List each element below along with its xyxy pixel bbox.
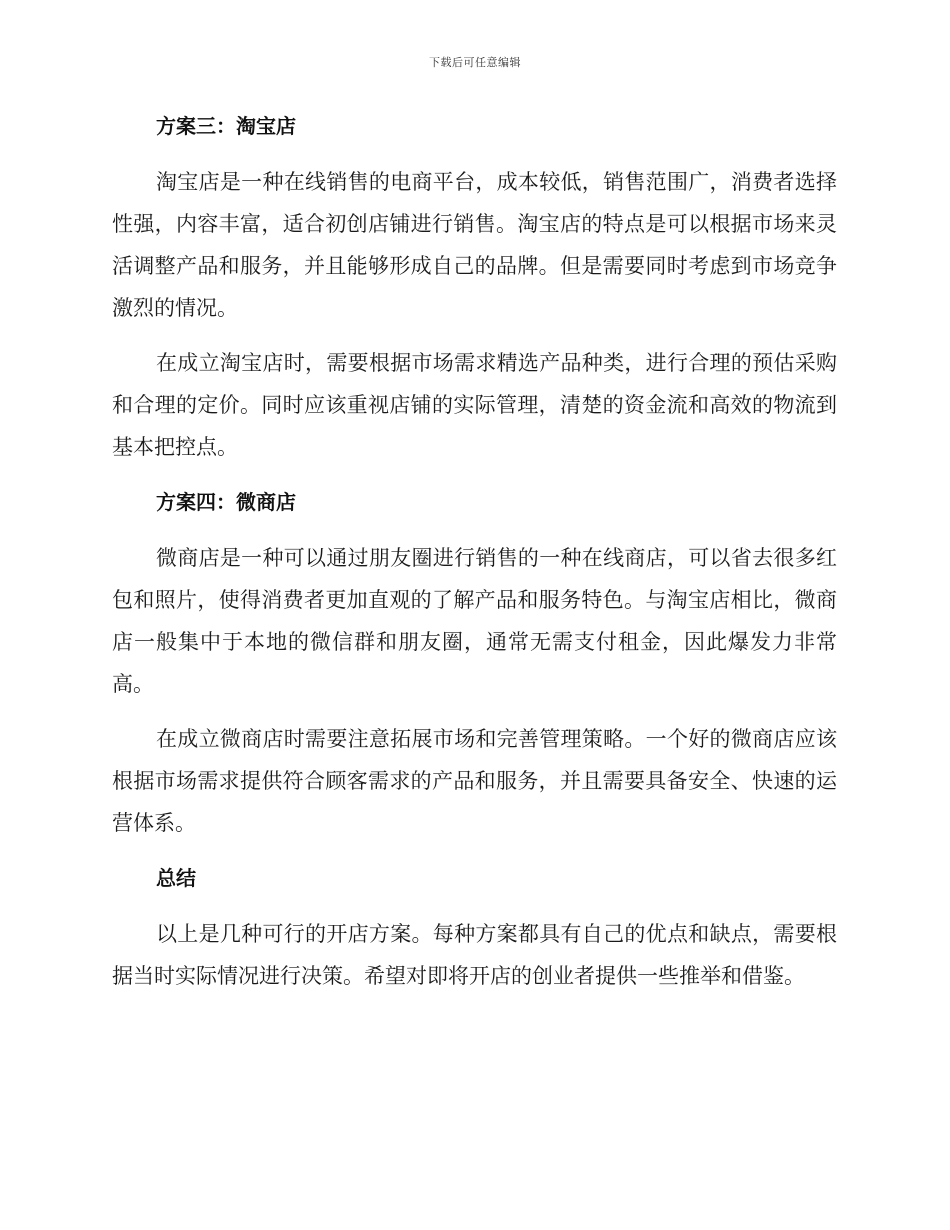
document-body bbox=[112, 105, 837, 997]
paragraph-plan-four-setup: 在成立微商店时需要注意拓展市场和完善管理策略。一个好的微商店应该根据市场需求提供符合顾客需求的产品和服务，并且需要具备安全、快速的运营体系。 bbox=[112, 727, 837, 835]
paragraph-plan-three-setup: 在成立淘宝店时，需要根据市场需求精选产品种类，进行合理的预估采购和合理的定价。同时应该重视店铺的实际管理，清楚的资金流和高效的物流到基本把控点。 bbox=[112, 351, 837, 459]
paragraph-summary: 以上是几种可行的开店方案。每种方案都具有自己的优点和缺点，需要根据当时实际情况进行决策。希望对即将开店的创业者提供一些推举和借鉴。 bbox=[112, 922, 837, 988]
page-header-note: 下载后可任意编辑 bbox=[429, 56, 521, 69]
section-heading-plan-three: 方案三：淘宝店 bbox=[156, 114, 296, 138]
paragraph-plan-three-intro: 淘宝店是一种在线销售的电商平台，成本较低，销售范围广，消费者选择性强，内容丰富，适合初创店铺进行销售。淘宝店的特点是可以根据市场来灵活调整产品和服务，并且能够形成自己的品牌。但是需要同时考虑到市场竞争激烈的情况。 bbox=[112, 170, 837, 320]
paragraph-plan-four-intro: 微商店是一种可以通过朋友圈进行销售的一种在线商店，可以省去很多红包和照片，使得消费者更加直观的了解产品和服务特色。与淘宝店相比，微商店一般集中于本地的微信群和朋友圈，通常无需支付租金，因此爆发力非常高。 bbox=[112, 546, 837, 696]
section-heading-summary: 总结 bbox=[156, 866, 196, 890]
section-heading-plan-four: 方案四：微商店 bbox=[156, 490, 296, 514]
